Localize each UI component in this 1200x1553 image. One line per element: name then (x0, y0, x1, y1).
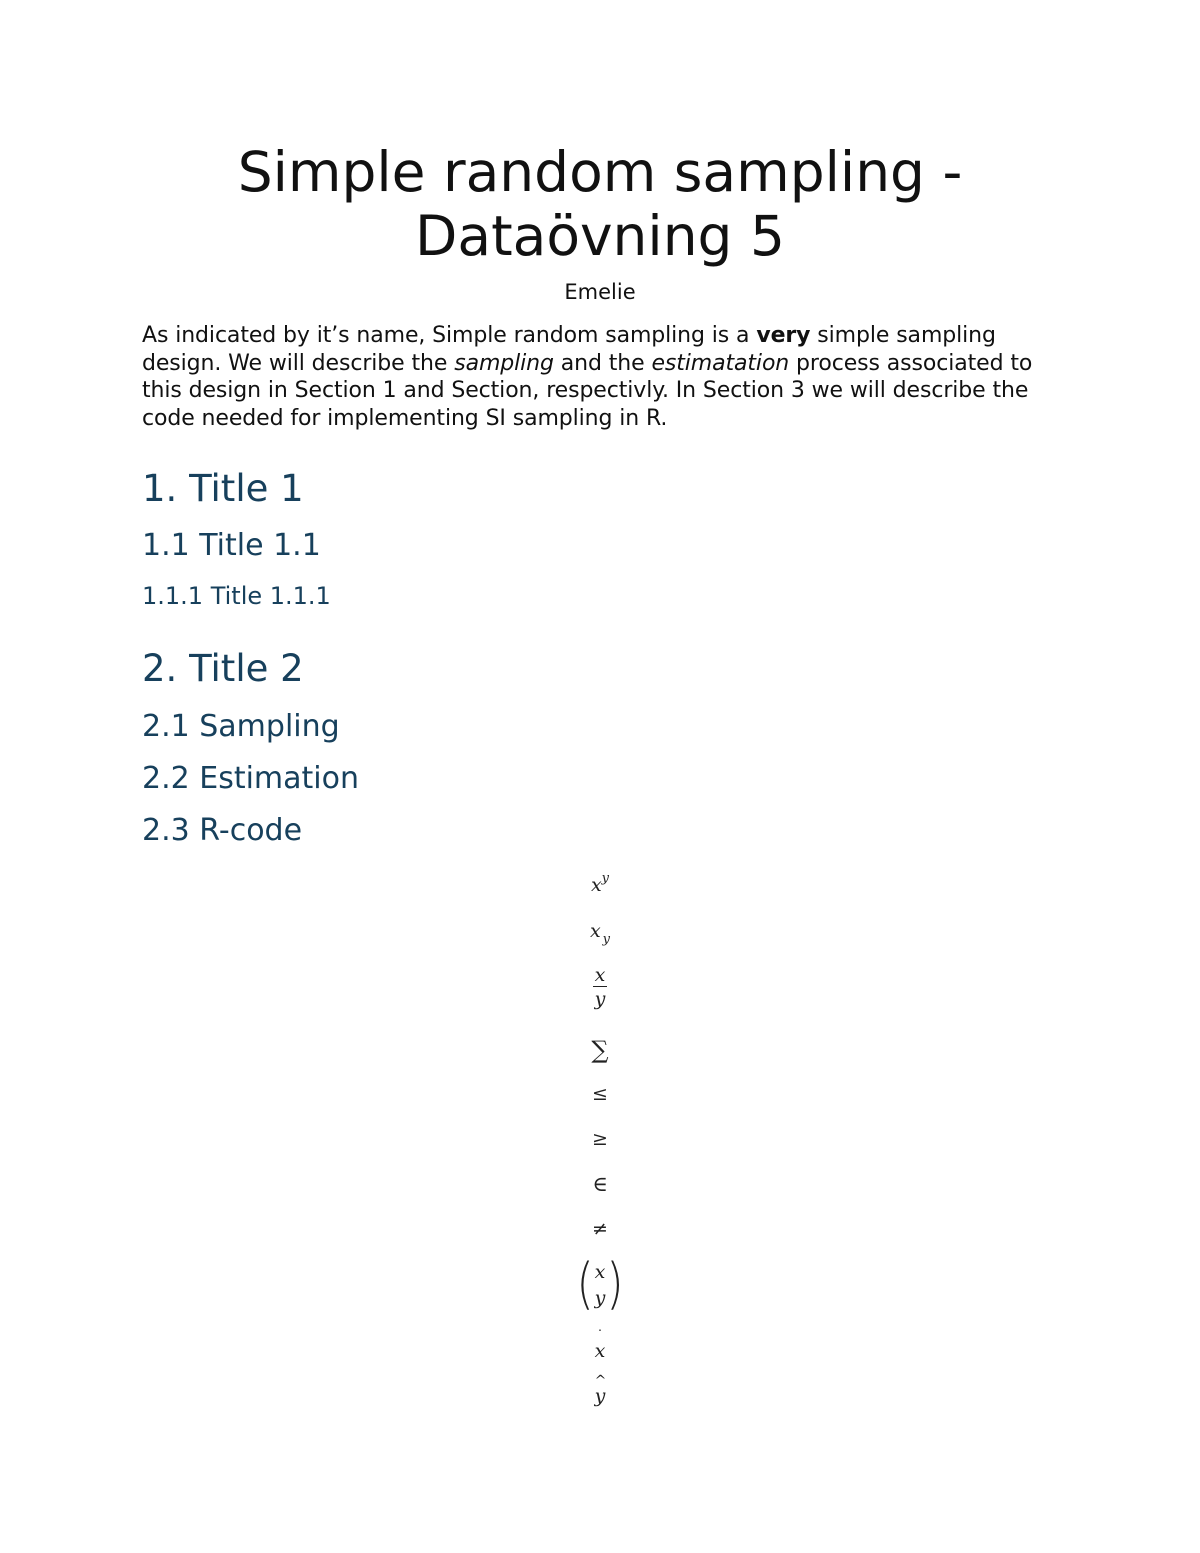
math-subscript-y: y (602, 932, 611, 947)
equation-fraction (500, 964, 700, 1011)
abstract-italic-estimatation: estimatation (651, 350, 790, 376)
math-right-paren: ) (606, 1252, 624, 1317)
heading-1-1-1: 1.1.1 Title 1.1.1 (142, 582, 331, 610)
math-accented-x (594, 1328, 606, 1362)
math-left-paren: ( (576, 1252, 594, 1317)
equation-subscript (500, 920, 700, 947)
math-denominator: y (594, 988, 606, 1010)
equation-dot-accent (500, 1328, 700, 1362)
heading-1: 1. Title 1 (142, 467, 304, 510)
title-line-2: Dataövning 5 (415, 204, 785, 268)
math-hat-mark: ^ (594, 1373, 607, 1389)
document-title (0, 140, 1200, 268)
abstract-bold-very: very (756, 323, 811, 348)
math-binomial-bottom: y (594, 1287, 606, 1309)
equation-not-equal: ≠ (592, 1218, 608, 1240)
equation-greater-equal: ≥ (592, 1128, 608, 1150)
equation-superscript (500, 871, 700, 896)
abstract-paragraph (142, 322, 1072, 432)
abstract-italic-sampling: sampling (454, 350, 554, 376)
heading-2-3: 2.3 R-code (142, 813, 303, 848)
math-dot-mark: ˙ (596, 1328, 604, 1344)
math-superscript-y: y (601, 871, 610, 886)
abstract-text-2: simple sampling design. We will describe the (142, 323, 996, 376)
math-binomial-stack (595, 1259, 606, 1311)
author-name: Emelie (564, 280, 636, 304)
equation-summation: ∑ (591, 1036, 609, 1064)
heading-2-2: 2.2 Estimation (142, 761, 360, 796)
math-base-x: x (590, 874, 602, 896)
math-fraction (593, 964, 608, 1011)
math-accented-y (594, 1373, 607, 1407)
math-accent-base-x: x (594, 1340, 606, 1362)
math-numerator: x (594, 964, 606, 986)
math-accent-base-y: y (594, 1385, 606, 1407)
equation-less-equal: ≤ (592, 1083, 608, 1105)
abstract-text-1: As indicated by it’s name, Simple random sampling is a (142, 323, 757, 348)
heading-2: 2. Title 2 (142, 647, 304, 690)
equation-binomial (500, 1252, 700, 1317)
equation-hat-accent (500, 1373, 700, 1407)
abstract-text-4: process associated to this design in Section 1 and Section, respectivly. In Section 3 we will describe the code needed for implementing SI sampling in R. (142, 350, 1033, 431)
equation-element-of: ∈ (592, 1172, 608, 1196)
title-line-1: Simple random sampling - (237, 140, 963, 204)
abstract-text-3: and the (553, 350, 652, 376)
heading-1-1: 1.1 Title 1.1 (142, 528, 321, 563)
math-base-x: x (589, 920, 601, 942)
heading-2-1: 2.1 Sampling (142, 709, 340, 744)
math-binomial (576, 1252, 624, 1317)
math-binomial-top: x (594, 1261, 606, 1283)
